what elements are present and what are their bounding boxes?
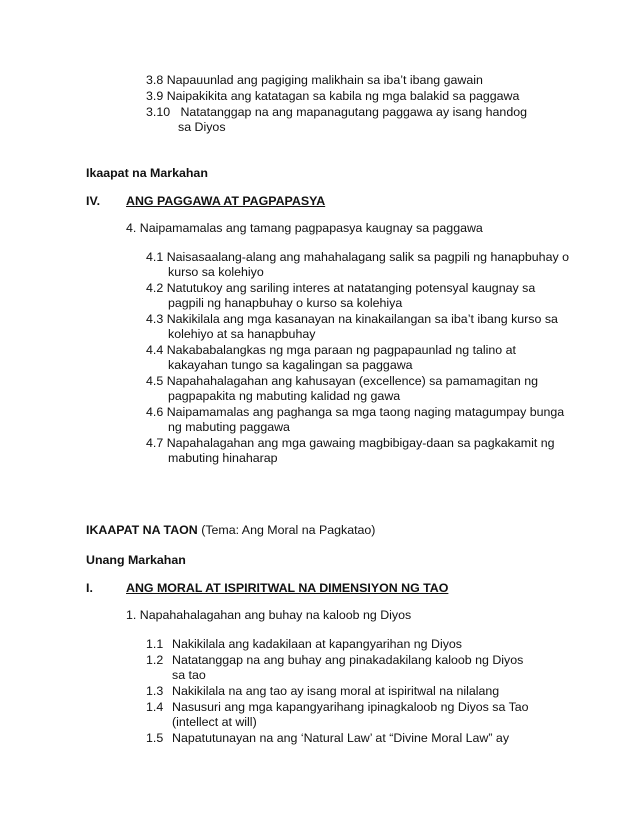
- item-text: Natutukoy ang sariling interes at natatanging potensyal kaugnay sa: [166, 281, 536, 295]
- list-item: [146, 700, 529, 715]
- list-item: [146, 653, 523, 668]
- item-text: Natatanggap na ang buhay ang pinakadakilang kaloob ng Diyos: [172, 653, 524, 667]
- quarter-heading: Ikaapat na Markahan: [86, 166, 208, 180]
- item-continuation: kolehiyo at sa hanapbuhay: [168, 327, 316, 341]
- item-continuation: pagpapakita ng mabuting kalidad ng gawa: [168, 389, 401, 403]
- section-title: ANG MORAL AT ISPIRITWAL NA DIMENSIYON NG TAO: [126, 581, 449, 595]
- list-item: [146, 374, 538, 389]
- objective: 1. Napahahalagahan ang buhay na kaloob ng Diyos: [126, 608, 412, 622]
- item-text: Nakababalangkas ng mga paraan ng pagpapaunlad ng talino at: [166, 343, 516, 357]
- list-item: [146, 105, 527, 120]
- year-heading: IKAAPAT NA TAON: [86, 523, 198, 537]
- item-number: 4.7: [146, 436, 164, 450]
- item-continuation: kurso sa kolehiyo: [168, 265, 264, 279]
- item-number: 4.5: [146, 374, 164, 388]
- item-continuation: ng mabuting paggawa: [168, 420, 290, 434]
- item-number: 1.2: [146, 653, 164, 667]
- item-continuation: kakayahan tungo sa kagalingan sa paggawa: [168, 358, 413, 372]
- list-item: [146, 73, 483, 88]
- item-text: Nakikilala ang mga kasanayan na kinakailangan sa iba’t ibang kurso sa: [166, 312, 558, 326]
- item-text: Nasusuri ang mga kapangyarihang ipinagkaloob ng Diyos sa Tao: [172, 700, 529, 714]
- item-number: 4.1: [146, 250, 164, 264]
- list-item: [146, 436, 555, 451]
- list-item: [146, 684, 499, 699]
- year-theme: (Tema: Ang Moral na Pagkatao): [201, 523, 376, 537]
- item-continuation: sa tao: [172, 668, 206, 682]
- objective: 4. Naipamamalas ang tamang pagpapasya kaugnay sa paggawa: [126, 221, 483, 235]
- list-item: [146, 637, 462, 652]
- item-text: Naipakikita ang katatagan sa kabila ng mga balakid sa paggawa: [166, 89, 520, 103]
- item-number: 1.4: [146, 700, 164, 714]
- item-text: Naisasaalang-alang ang mahahalagang salik sa pagpili ng hanapbuhay o: [166, 250, 569, 264]
- list-item: [146, 405, 564, 420]
- item-number: 3.10: [146, 105, 171, 119]
- item-number: 4.6: [146, 405, 164, 419]
- item-number: 1.3: [146, 684, 164, 698]
- list-item: [146, 89, 519, 104]
- item-number: 4.4: [146, 343, 164, 357]
- quarter-heading: Unang Markahan: [86, 553, 186, 567]
- list-item: [146, 281, 535, 296]
- item-text: Napauunlad ang pagiging malikhain sa iba’t ibang gawain: [166, 73, 483, 87]
- item-number: 1.5: [146, 731, 164, 745]
- item-continuation: mabuting hinaharap: [168, 451, 278, 465]
- item-text: Napahalagahan ang mga gawaing magbibigay-daan sa pagkakamit ng: [166, 436, 555, 450]
- year-heading-line: [86, 523, 375, 538]
- item-number: 3.9: [146, 89, 164, 103]
- item-text: Nakikilala na ang tao ay isang moral at ispiritwal na nilalang: [172, 684, 500, 698]
- item-number: 4.3: [146, 312, 164, 326]
- item-text: Natatanggap na ang mapanagutang paggawa ay isang handog: [180, 105, 527, 119]
- section-number: IV.: [86, 194, 101, 208]
- item-text: Naipamamalas ang paghanga sa mga taong naging matagumpay bunga: [166, 405, 565, 419]
- list-item: [146, 343, 516, 358]
- section-title: ANG PAGGAWA AT PAGPAPASYA: [126, 194, 326, 208]
- item-text: Nakikilala ang kadakilaan at kapangyarihan ng Diyos: [172, 637, 462, 651]
- item-text: Napahahalagahan ang kahusayan (excellence) sa pamamagitan ng: [166, 374, 538, 388]
- list-item: [146, 312, 558, 327]
- item-number: 1.1: [146, 637, 164, 651]
- section-number: I.: [86, 581, 93, 595]
- item-continuation: pagpili ng hanapbuhay o kurso sa kolehiya: [168, 296, 403, 310]
- item-continuation: sa Diyos: [178, 120, 226, 134]
- list-item: [146, 731, 509, 746]
- list-item: [146, 250, 569, 265]
- item-text: Napatutunayan na ang ‘Natural Law’ at “Divine Moral Law” ay: [172, 731, 510, 745]
- item-continuation: (intellect at will): [172, 715, 257, 729]
- item-number: 4.2: [146, 281, 164, 295]
- item-number: 3.8: [146, 73, 164, 87]
